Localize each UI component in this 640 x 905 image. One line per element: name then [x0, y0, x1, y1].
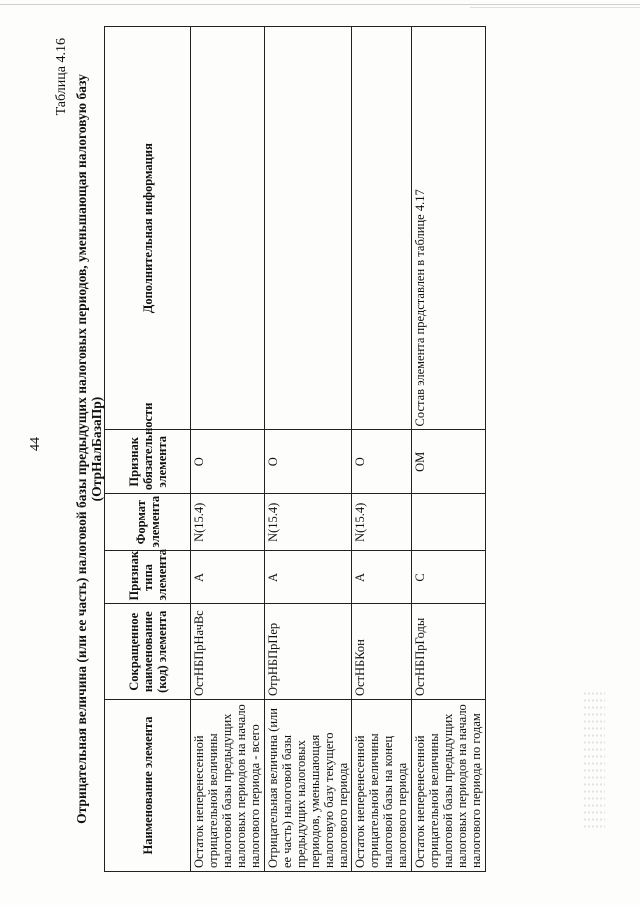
cell-info: Состав элемента представлен в таблице 4.17: [412, 27, 486, 430]
header-info: Дополнительная информация: [105, 27, 191, 430]
cell-name: Остаток неперенесенной отрицательной величины налоговой базы на конец налогового периода: [352, 700, 412, 872]
page-number: 44: [28, 437, 43, 451]
table-row: [191, 27, 265, 872]
cell-format: N(15.4): [352, 494, 412, 551]
cell-required: ОМ: [412, 430, 486, 494]
table-title-line2: (ОтрНалБазаПр): [89, 396, 104, 502]
cell-name: Остаток неперенесенной отрицательной величины налоговой базы предыдущих налоговых периодов на начало налогового периода по годам: [412, 700, 486, 872]
cell-required: О: [352, 430, 412, 494]
cell-type: А: [352, 551, 412, 604]
cell-type: С: [412, 551, 486, 604]
cell-info: [265, 27, 352, 430]
cell-name: Остаток неперенесенной отрицательной величины налоговой базы предыдущих налоговых периодов на начало налогового периода - всего: [191, 700, 265, 872]
table-title: [74, 26, 104, 872]
table-number: Таблица 4.16: [54, 38, 69, 116]
table-row: [265, 27, 352, 872]
scan-top-edge-fragment: [470, 7, 640, 8]
elements-table: [104, 26, 486, 872]
cell-name: Отрицательная величина (или ее часть) налоговой базы предыдущих налоговых периодов, уменьшающая налоговую базу текущего налогового периода: [265, 700, 352, 872]
cell-format: [412, 494, 486, 551]
cell-info: [191, 27, 265, 430]
rotated-page-content: [28, 26, 624, 872]
table-header-row: [105, 27, 191, 872]
scan-top-edge: [0, 4, 640, 5]
header-name: Наименование элемента: [105, 700, 191, 872]
table-title-line1: Отрицательная величина (или ее часть) налоговой базы предыдущих налоговых периодов, уменьшающая налоговую базу: [74, 74, 89, 824]
cell-type: А: [265, 551, 352, 604]
cell-code: ОстНБПрГоды: [412, 604, 486, 700]
table-row: [352, 27, 412, 872]
cell-required: О: [191, 430, 265, 494]
cell-type: А: [191, 551, 265, 604]
header-format: Формат элемента: [105, 494, 191, 551]
header-type: Признак типа элемента: [105, 551, 191, 604]
scan-speckle: [583, 690, 605, 830]
cell-code: ОтрНБПрПер: [265, 604, 352, 700]
cell-code: ОстНБПрНачВс: [191, 604, 265, 700]
cell-format: N(15.4): [191, 494, 265, 551]
cell-code: ОстНБКон: [352, 604, 412, 700]
cell-info: [352, 27, 412, 430]
cell-format: N(15.4): [265, 494, 352, 551]
header-required: Признак обязательности элемента: [105, 430, 191, 494]
header-code: Сокращенное наименование (код) элемента: [105, 604, 191, 700]
cell-required: О: [265, 430, 352, 494]
table-row: [412, 27, 486, 872]
